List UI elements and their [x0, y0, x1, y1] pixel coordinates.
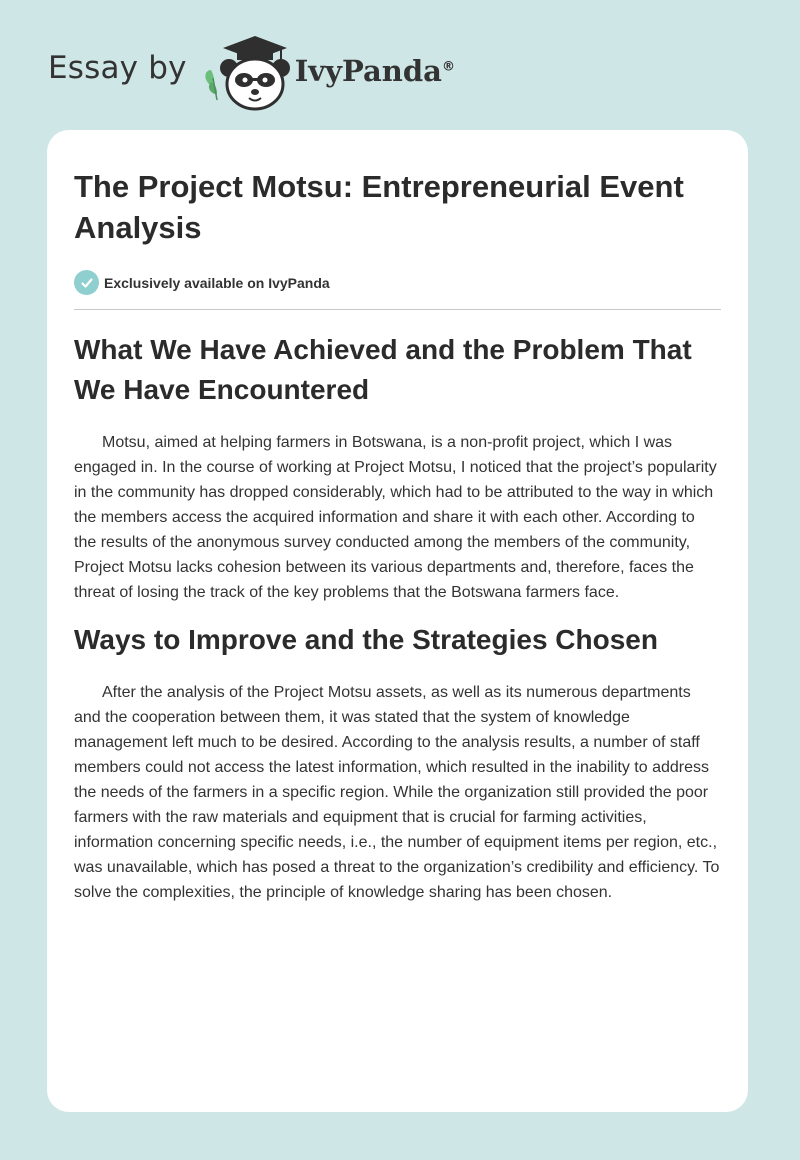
section-heading-achievements: What We Have Achieved and the Problem That We Have Encountered — [74, 334, 692, 405]
section-body-achievements: Motsu, aimed at helping farmers in Botswana, is a non-profit project, which I was engaged in. In the course of working at Project Motsu, I noticed that the project’s popularity in the community has dropped considerably, which had to be attributed to the way in which the members access the acquired information and share it with each other. According to the results of the anonymous survey conducted among the members of the community, Project Motsu lacks cohesion between its various departments and, therefore, faces the threat of losing the track of the key problems that the Botswana farmers face. — [74, 434, 717, 601]
divider — [74, 309, 721, 310]
check-circle-icon — [74, 270, 99, 295]
article-card — [47, 130, 748, 1112]
brand-prefix: Essay by — [48, 50, 187, 86]
site-logo[interactable] — [48, 34, 455, 114]
brand-name-text: IvyPanda — [294, 54, 442, 88]
section-body-strategies: After the analysis of the Project Motsu assets, as well as its numerous departments and the cooperation between them, it was stated that the system of knowledge management left much to be desired. According to the analysis results, a number of staff members could not access the latest information, which resulted in the inability to address the needs of the farmers in a specific region. While the organization still provided the poor farmers with the raw materials and equipment that is crucial for farming activities, information concerning specific needs, i.e., the number of equipment items per region, etc., was unavailable, which has posed a threat to the organization’s credibility and efficiency. To solve the complexities, the principle of knowledge sharing has been chosen. — [74, 684, 720, 901]
registered-mark: ® — [441, 59, 455, 75]
brand-name — [295, 54, 455, 88]
panda-graduate-icon — [201, 34, 293, 114]
section-heading-strategies: Ways to Improve and the Strategies Chosen — [74, 624, 658, 655]
article-title: The Project Motsu: Entrepreneurial Event Analysis — [74, 169, 684, 245]
exclusive-badge — [74, 270, 721, 295]
badge-text: Exclusively available on IvyPanda — [104, 274, 330, 291]
